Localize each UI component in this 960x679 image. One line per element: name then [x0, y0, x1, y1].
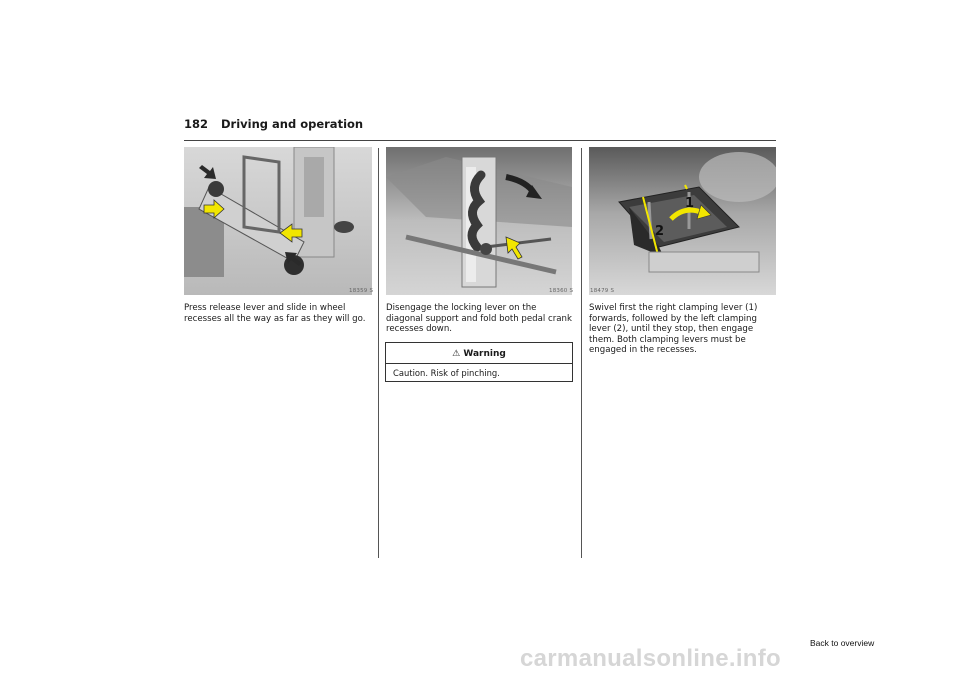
column-2-text: Disengage the locking lever on the diagonal support and fold both pedal crank recesses down. [386, 303, 572, 335]
warning-body: Caution. Risk of pinching. [393, 368, 500, 378]
warning-title: Warning [463, 349, 506, 359]
figure-2-photo [386, 147, 572, 295]
section-title: Driving and operation [221, 117, 364, 131]
figure-3-photo [589, 147, 776, 295]
figure-2-code: 18360 S [549, 288, 574, 294]
column-divider [378, 148, 379, 558]
column-1-text: Press release lever and slide in wheel recesses all the way as far as they will go. [184, 303, 366, 324]
figure-1-photo [184, 147, 372, 295]
column-divider [581, 148, 582, 558]
figure-3-code: 18479 S [590, 288, 615, 294]
figure-1-code: 18359 S [349, 288, 374, 294]
column-3-text: Swivel first the right clamping lever (1) forwards, followed by the left clamping lever (2), until they stop, then engage them. Both clamping levers must be engaged in the recesses. [589, 303, 758, 356]
warning-box [385, 342, 573, 382]
warning-header [386, 343, 572, 364]
clamp-label-2: 2 [655, 224, 665, 239]
page-number: 182 [184, 117, 209, 131]
page-header [184, 114, 776, 141]
warning-triangle-icon: ⚠ [452, 349, 461, 359]
clamp-label-1: 1 [685, 196, 695, 211]
back-to-overview-link[interactable]: Back to overview [810, 638, 875, 648]
watermark: carmanualsonline.info [520, 645, 782, 672]
